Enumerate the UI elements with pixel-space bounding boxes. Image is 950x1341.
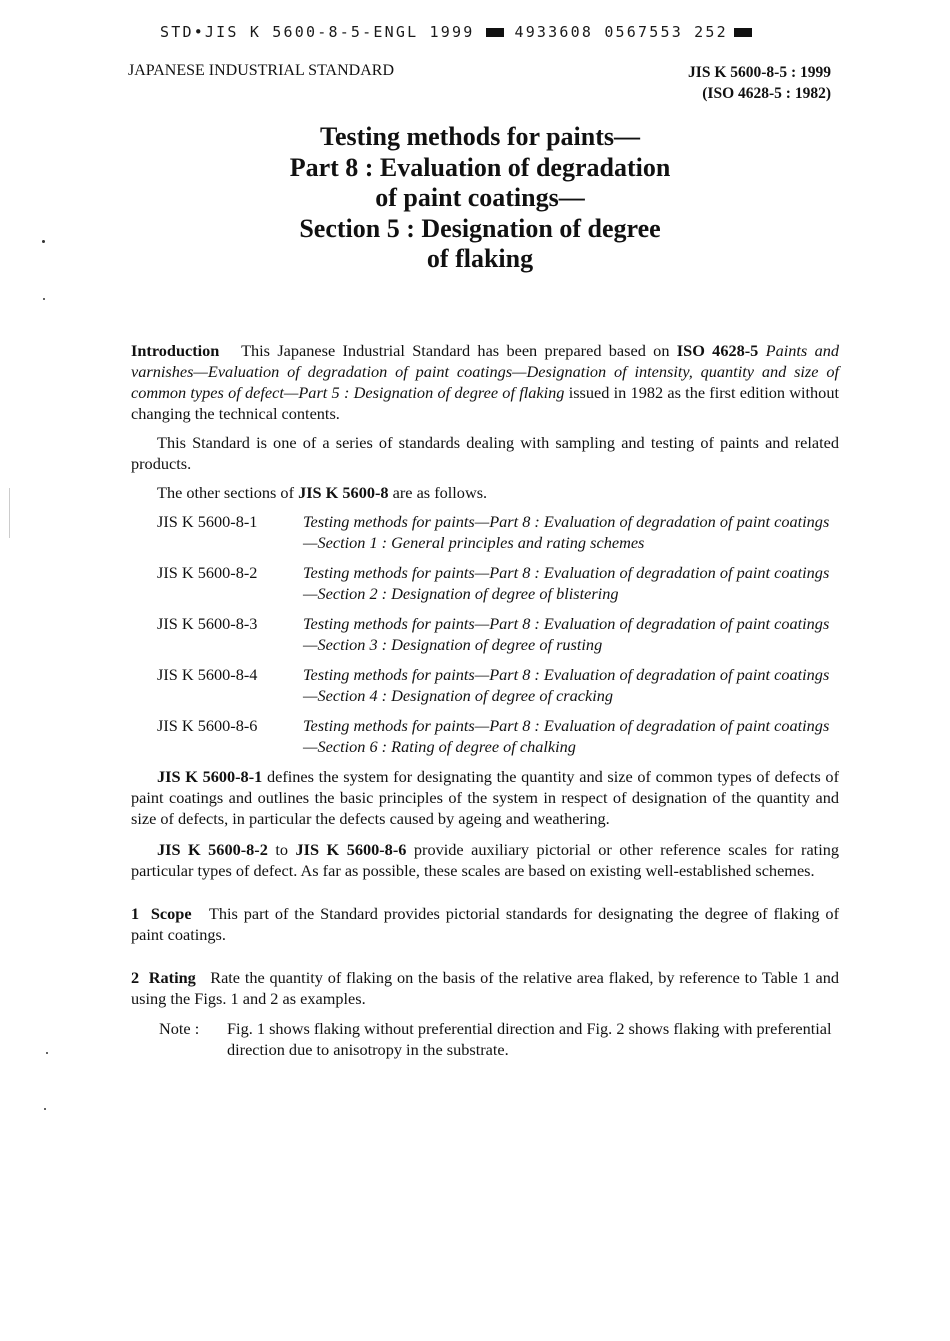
stamp-text-b: 4933608 0567553 252 [514,23,728,41]
intro-text-a: This Japanese Industrial Standard has been prepared based on [241,341,670,360]
sections-lead-ref: JIS K 5600-8 [298,483,389,502]
scan-edge-line [9,488,10,538]
title-line-3: of paint coatings— [375,183,585,212]
section-code: JIS K 5600-8-3 [157,614,258,633]
list-item [131,613,839,655]
intro-iso-ref: ISO 4628-5 [676,341,759,360]
rating-heading: Rating [148,968,196,987]
intro-heading: Introduction [131,341,220,360]
list-item [131,664,839,706]
section-description: Testing methods for paints—Part 8 : Evaluation of degradation of paint coatings—Section 2 : Designation of degree of blistering [303,563,830,603]
stamp-text-a: STD•JIS K 5600-8-5-ENGL 1999 [160,23,475,41]
scope-heading: Scope [150,904,192,923]
auxiliary-paragraph [131,839,839,881]
standard-number [688,62,831,104]
section-code: JIS K 5600-8-4 [157,665,258,684]
title-line-1: Testing methods for paints— [320,122,640,151]
auxiliary-text: provide auxiliary pictorial or other reference scales for rating particular types of defect. As far as possible, these scales are based on existing well-established schemes. [131,840,840,880]
auxiliary-ref-b: JIS K 5600-8-6 [295,840,407,859]
title-line-4: Section 5 : Designation of degree [299,213,661,243]
list-item [131,562,839,604]
sections-list [131,511,839,757]
scope-number: 1 [131,904,140,923]
list-item [131,715,839,757]
document-stamp [160,23,762,41]
section-description: Testing methods for paints—Part 8 : Evaluation of degradation of paint coatings—Section 6 : Rating of degree of chalking [303,716,830,756]
standard-label: JAPANESE INDUSTRIAL STANDARD [128,62,394,79]
standard-number-iso: (ISO 4628-5 : 1982) [702,85,831,102]
section-description: Testing methods for paints—Part 8 : Evaluation of degradation of paint coatings—Section 3 : Designation of degree of rusting [303,614,830,654]
title-line-5: of flaking [426,244,534,273]
document-body [131,340,839,1060]
scan-speck [43,298,45,300]
scan-speck [42,240,45,243]
section-code: JIS K 5600-8-1 [157,512,258,531]
scope-text: This part of the Standard provides pictorial standards for designating the degree of flaking of paint coatings. [131,904,839,944]
scan-speck [44,1108,46,1110]
intro-paragraph [131,340,839,424]
rating-text: Rate the quantity of flaking on the basis of the relative area flaked, by reference to Table 1 and using the Figs. 1 and 2 as examples. [131,968,839,1008]
section-code: JIS K 5600-8-2 [157,563,258,582]
title-line-2: Part 8 : Evaluation of degradation [289,152,671,182]
auxiliary-mid: to [275,840,289,859]
principles-text: defines the system for designating the quantity and size of common types of defects of paint coatings and outlines the basic principles of the system in respect of designation of the quantity and size of defects, in particular the defects caused by ageing and weathering. [131,767,839,828]
sections-lead-b: are as follows. [392,483,488,502]
sections-lead [131,482,839,503]
series-paragraph: This Standard is one of a series of standards dealing with sampling and testing of paints and related products. [131,433,839,473]
intro-text-b: issued in 1982 as the first edition without changing the technical contents. [131,383,839,423]
rating-note [131,1018,839,1060]
rating-clause [131,967,839,1009]
intro-iso-title: Paints and varnishes—Evaluation of degradation of paint coatings—Designation of intensity, quantity and size of common types of defect—Part 5 : Designation of degree of flaking [131,341,839,402]
principles-paragraph [131,766,839,829]
page-title [130,122,830,275]
standard-number-jis: JIS K 5600-8-5 : 1999 [688,64,831,81]
stamp-block-icon [486,28,504,37]
note-label: Note : [159,1019,200,1038]
note-text: Fig. 1 shows flaking without preferential direction and Fig. 2 shows flaking with preferential direction due to anisotropy in the substrate. [227,1019,832,1059]
section-description: Testing methods for paints—Part 8 : Evaluation of degradation of paint coatings—Section 1 : General principles and rating schemes [303,512,830,552]
principles-ref: JIS K 5600-8-1 [157,767,263,786]
rating-number: 2 [131,968,140,987]
scope-clause [131,903,839,945]
section-code: JIS K 5600-8-6 [157,716,258,735]
section-description: Testing methods for paints—Part 8 : Evaluation of degradation of paint coatings—Section 4 : Designation of degree of cracking [303,665,830,705]
stamp-block-end-icon [734,28,752,37]
auxiliary-ref-a: JIS K 5600-8-2 [157,840,268,859]
list-item [131,511,839,553]
scan-speck [46,1052,48,1054]
sections-lead-a: The other sections of [157,483,294,502]
